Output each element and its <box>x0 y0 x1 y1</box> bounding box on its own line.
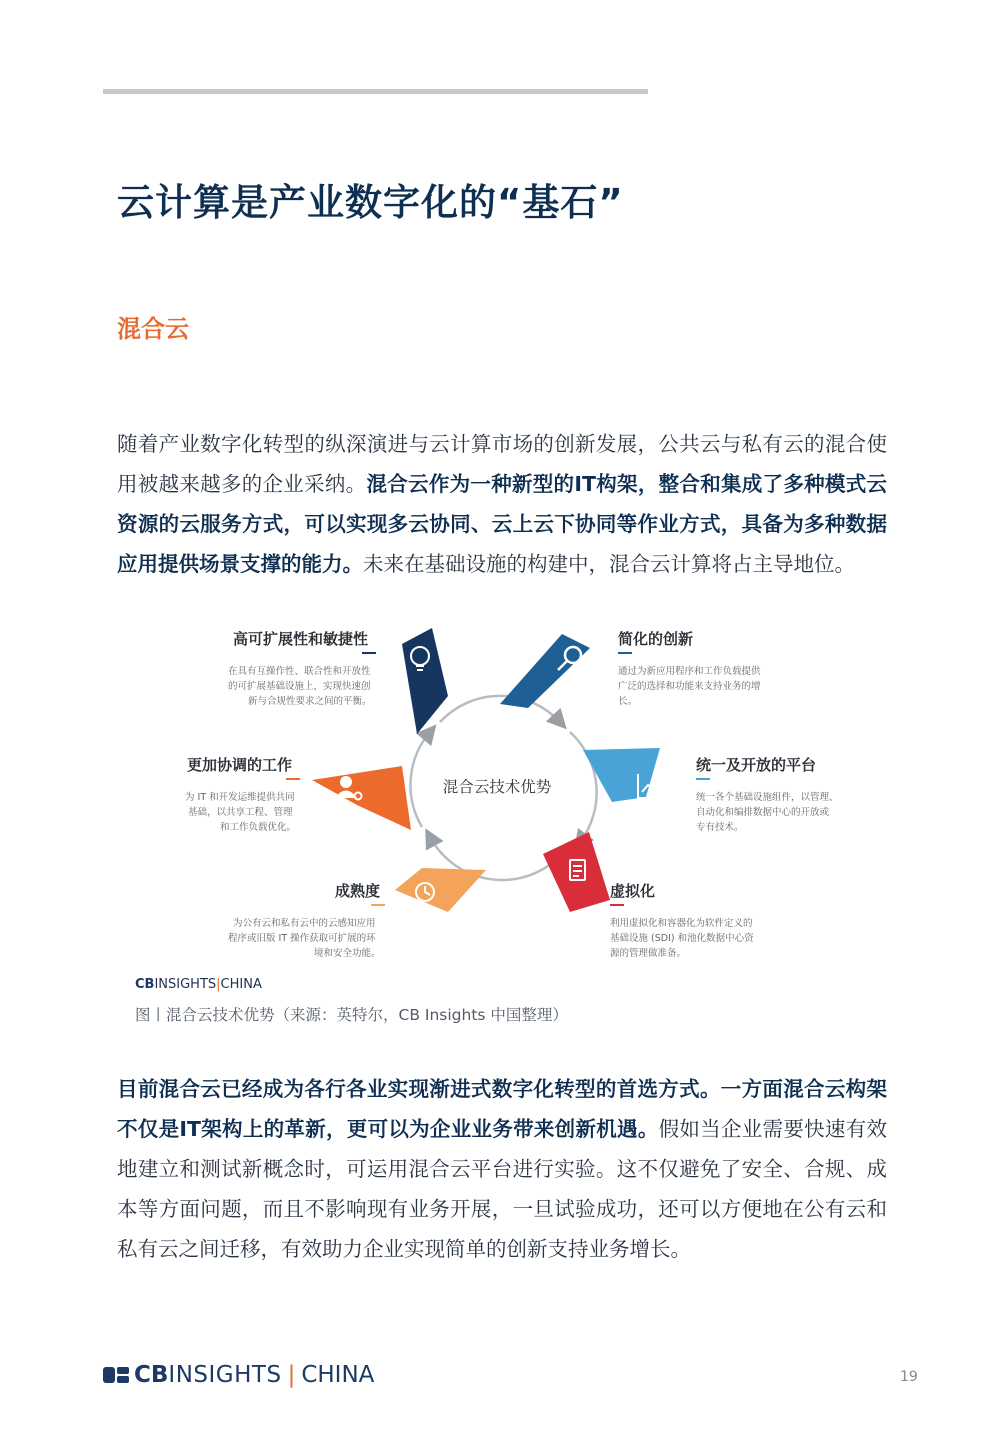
center-label: 混合云技术优势 <box>442 778 552 796</box>
underline-maturity <box>371 904 385 906</box>
label-coordination-line3: 和工作负载优化。 <box>220 822 297 833</box>
page-number: 19 <box>900 1369 918 1385</box>
cb-logo-icon <box>103 1367 129 1383</box>
label-coordination-line2: 基础，以共享工程、管理 <box>188 807 293 818</box>
footer-logo <box>103 1362 374 1388</box>
hybrid-cloud-figure <box>130 622 870 982</box>
label-scalability-line3: 新与合规性要求之间的平衡。 <box>248 696 372 707</box>
footer-logo-china: CHINA <box>301 1362 375 1388</box>
label-virtualization-line2: 基础设施 (SDI) 和池化数据中心资 <box>610 933 754 944</box>
label-maturity-title: 成熟度 <box>335 882 381 900</box>
label-virtualization-line1: 利用虚拟化和容器化为软件定义的 <box>610 918 753 929</box>
page-title: 云计算是产业数字化的“基石” <box>117 181 624 224</box>
label-maturity-line3: 境和安全功能。 <box>314 948 381 959</box>
underline-coordination <box>286 778 300 780</box>
label-scalability-line1: 在具有互操作性、联合性和开放性 <box>228 666 371 677</box>
label-virtualization-title: 虚拟化 <box>610 882 656 900</box>
label-innovation-line3: 长。 <box>618 696 638 707</box>
label-platform-line2: 自动化和编排数据中心的开放或 <box>696 807 830 818</box>
label-scalability-line2: 的可扩展基础设施上，实现快速创 <box>228 681 371 692</box>
underline-platform <box>696 778 710 780</box>
paragraph-intro-end: 未来在基础设施的构建中，混合云计算将占主导地位。 <box>363 552 855 576</box>
figure-logo-insights: INSIGHTS <box>154 977 217 992</box>
label-platform-title: 统一及开放的平台 <box>696 756 817 774</box>
label-scalability-title: 高可扩展性和敏捷性 <box>233 630 369 648</box>
label-innovation-title: 简化的创新 <box>618 630 694 648</box>
paragraph-current-text: 假如当企业需要快速有效地建立和测试新概念时，可运用混合云平台进行实验。这不仅避免了安全、合规、成本等方面问题，而且不影响现有业务开展，一旦试验成功，还可以方便地在公有云和私有云之间迁移，有效助力企业实现简单的创新支持业务增长。 <box>117 1117 887 1261</box>
underline-innovation <box>618 652 632 654</box>
label-innovation-line2: 广泛的选择和功能来支持业务的增 <box>618 681 761 692</box>
paragraph-current-bold: 目前混合云已经成为各行各业实现渐进式数字化转型的首选方式。一方面混合云构架不仅是IT架构上的革新，更可以为企业业务带来创新机遇。 <box>117 1077 887 1141</box>
petal-maturity <box>395 868 486 912</box>
underline-virtualization <box>610 904 624 906</box>
label-coordination-title: 更加协调的工作 <box>187 756 293 774</box>
footer-logo-insights: INSIGHTS <box>168 1362 282 1388</box>
label-innovation-line1: 通过为新应用程序和工作负载提供 <box>618 666 761 677</box>
figure-caption: 图丨混合云技术优势（来源：英特尔，CB Insights 中国整理） <box>135 1006 568 1024</box>
figure-logo-separator: | <box>216 977 221 992</box>
footer-logo-separator: | <box>287 1362 296 1388</box>
section-heading: 混合云 <box>117 315 189 343</box>
footer-logo-cb: CB <box>134 1362 169 1388</box>
paragraph-current <box>117 1069 887 1269</box>
label-maturity-line2: 程序或旧版 IT 操作获取可扩展的环 <box>228 933 376 944</box>
label-virtualization-line3: 源的管理做准备。 <box>610 948 687 959</box>
label-coordination-line1: 为 IT 和开发运维提供共同 <box>185 792 295 803</box>
label-platform-line3: 专有技术。 <box>696 822 744 833</box>
petal-scalability <box>402 628 448 734</box>
underline-scalability <box>362 652 376 654</box>
paragraph-intro-bold: 混合云作为一种新型的IT构架，整合和集成了多种模式云资源的云服务方式，可以实现多云协同、云上云下协同等作业方式，具备为多种数据应用提供场景支撑的能力。 <box>117 472 887 576</box>
label-maturity-line1: 为公有云和私有云中的云感知应用 <box>233 918 376 929</box>
paragraph-intro <box>117 424 887 584</box>
petal-innovation <box>500 634 590 708</box>
paragraph-intro-text: 随着产业数字化转型的纵深演进与云计算市场的创新发展，公共云与私有云的混合使用被越来越多的企业采纳。 <box>117 432 887 496</box>
figure-logo-china: CHINA <box>220 977 262 992</box>
label-platform-line1: 统一各个基础设施组件，以管理、 <box>696 792 839 803</box>
figure-logo <box>135 977 262 992</box>
top-rule <box>103 89 648 94</box>
figure-logo-cb: CB <box>135 977 155 992</box>
